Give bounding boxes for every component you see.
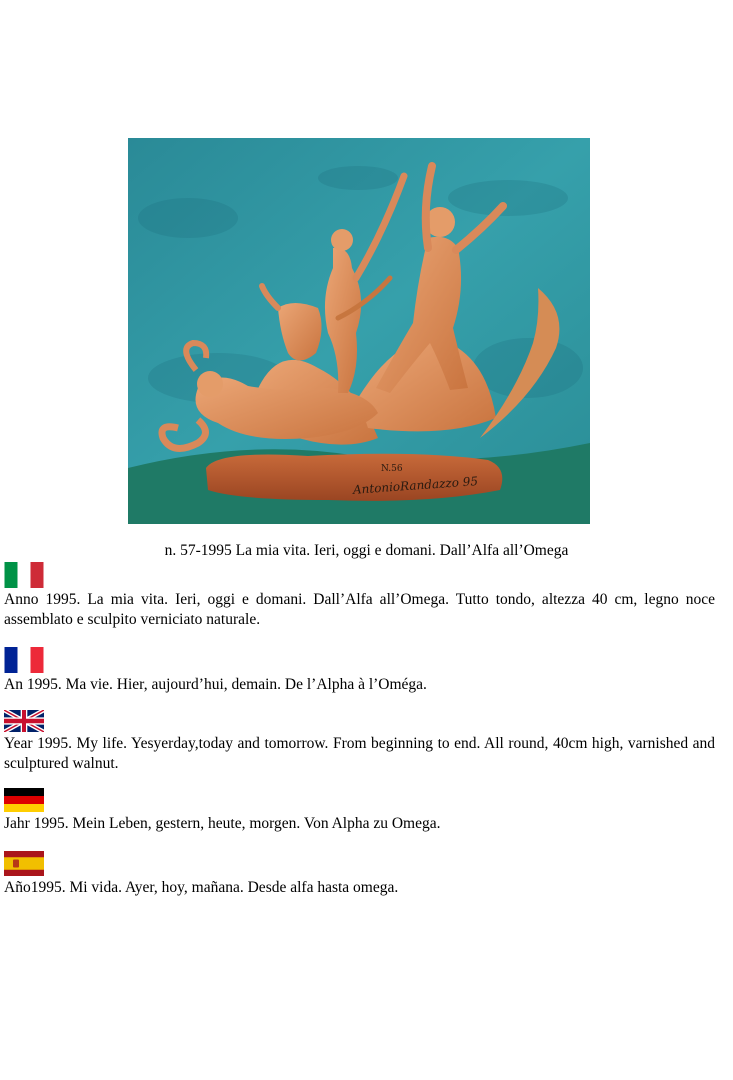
sculpture-photo xyxy=(128,138,590,524)
description-italian: Anno 1995. La mia vita. Ieri, oggi e domani. Dall’Alfa all’Omega. Tutto tondo, altezza 40 cm, legno noce assemblato e sculpito verniciato naturale. xyxy=(4,591,715,628)
photo-caption: n. 57-1995 La mia vita. Ieri, oggi e domani. Dall’Alfa all’Omega xyxy=(164,542,569,559)
description-spanish: Año1995. Mi vida. Ayer, hoy, mañana. Desde alfa hasta omega. xyxy=(4,879,399,896)
description-french: An 1995. Ma vie. Hier, aujourd’hui, demain. De l’Alpha à l’Oméga. xyxy=(4,676,427,693)
description-english: Year 1995. My life. Yesyerday,today and tomorrow. From beginning to end. All round, 40cm high, varnished and sculptured walnut. xyxy=(4,735,715,772)
middle-figure-head xyxy=(331,229,353,251)
germany-flag-icon xyxy=(4,788,44,812)
description-german: Jahr 1995. Mein Leben, gestern, heute, morgen. Von Alpha zu Omega. xyxy=(4,815,441,832)
uk-flag-icon xyxy=(4,710,44,732)
reclining-figure-head xyxy=(197,371,223,397)
italy-flag-icon xyxy=(4,562,44,588)
base-signature: AntonioRandazzo 95 xyxy=(352,474,479,497)
base-number-mark: N.56 xyxy=(381,464,403,474)
spain-flag-icon xyxy=(4,851,44,876)
france-flag-icon xyxy=(4,647,44,673)
